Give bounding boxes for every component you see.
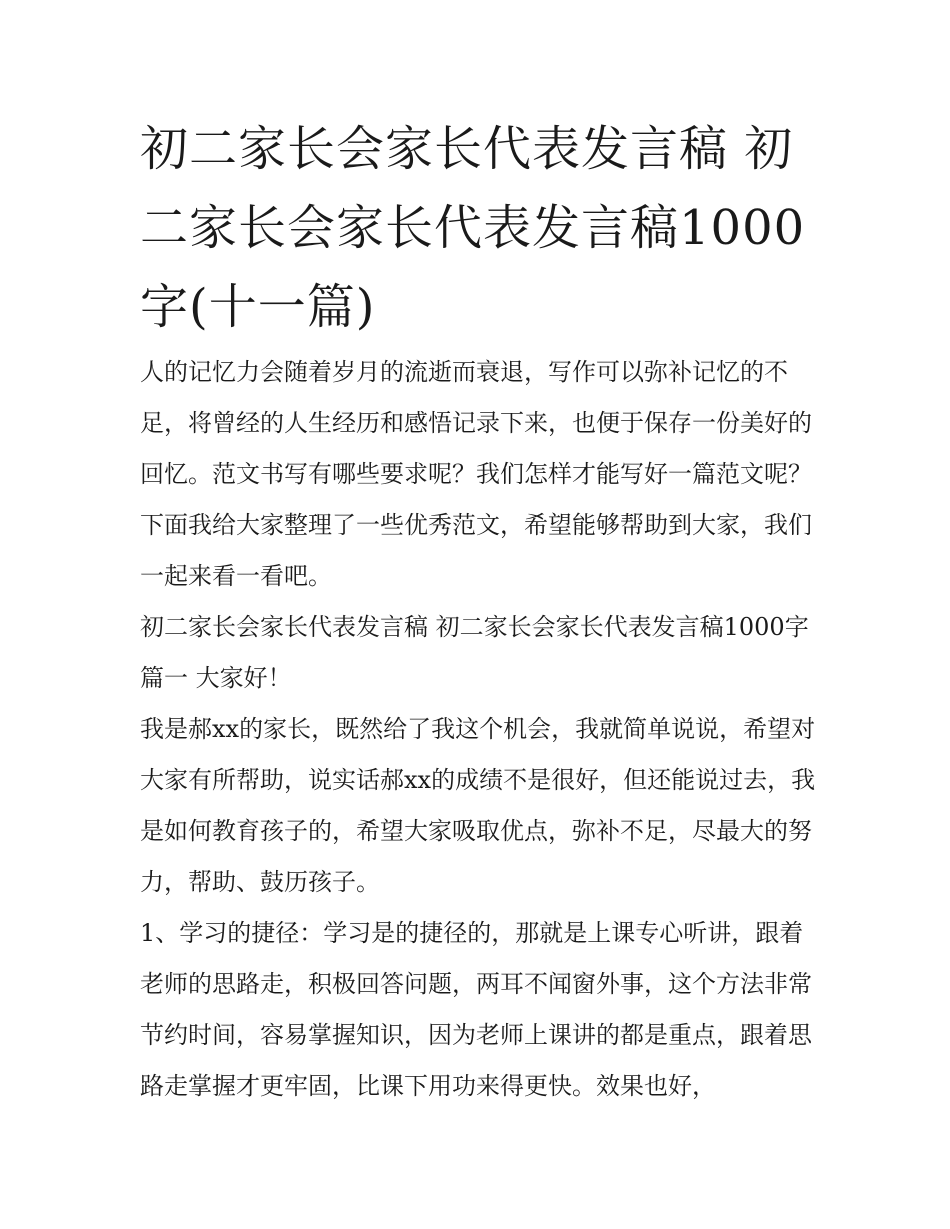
section-heading-paragraph: 初二家长会家长代表发言稿 初二家长会家长代表发言稿1000字篇一 大家好！ [140, 613, 809, 692]
document-title: 初二家长会家长代表发言稿 初二家长会家长代表发言稿1000字(十一篇) [140, 121, 806, 335]
body-paragraph: 1、学习的捷径：学习是的捷径的，那就是上课专心听讲，跟着老师的思路走，积极回答问题，两耳不闻窗外事，这个方法非常节约时间，容易掌握知识，因为老师上课讲的都是重点，跟着思路走掌握才更牢固，比课下用功来得更快。效果也好， [140, 919, 812, 1100]
intro-paragraph: 人的记忆力会随着岁月的流逝而衰退，写作可以弥补记忆的不足，将曾经的人生经历和感悟记录下来，也便于保存一份美好的回忆。范文书写有哪些要求呢？我们怎样才能写好一篇范文呢？下面我给大家整理了一些优秀范文，希望能够帮助到大家，我们一起来看一看吧。 [140, 358, 812, 590]
document-page [140, 110, 820, 1112]
body-paragraph: 我是郝xx的家长，既然给了我这个机会，我就简单说说，希望对大家有所帮助，说实话郝xx的成绩不是很好，但还能说过去，我是如何教育孩子的，希望大家吸取优点，弥补不足，尽最大的努力，帮助、鼓历孩子。 [140, 715, 816, 896]
